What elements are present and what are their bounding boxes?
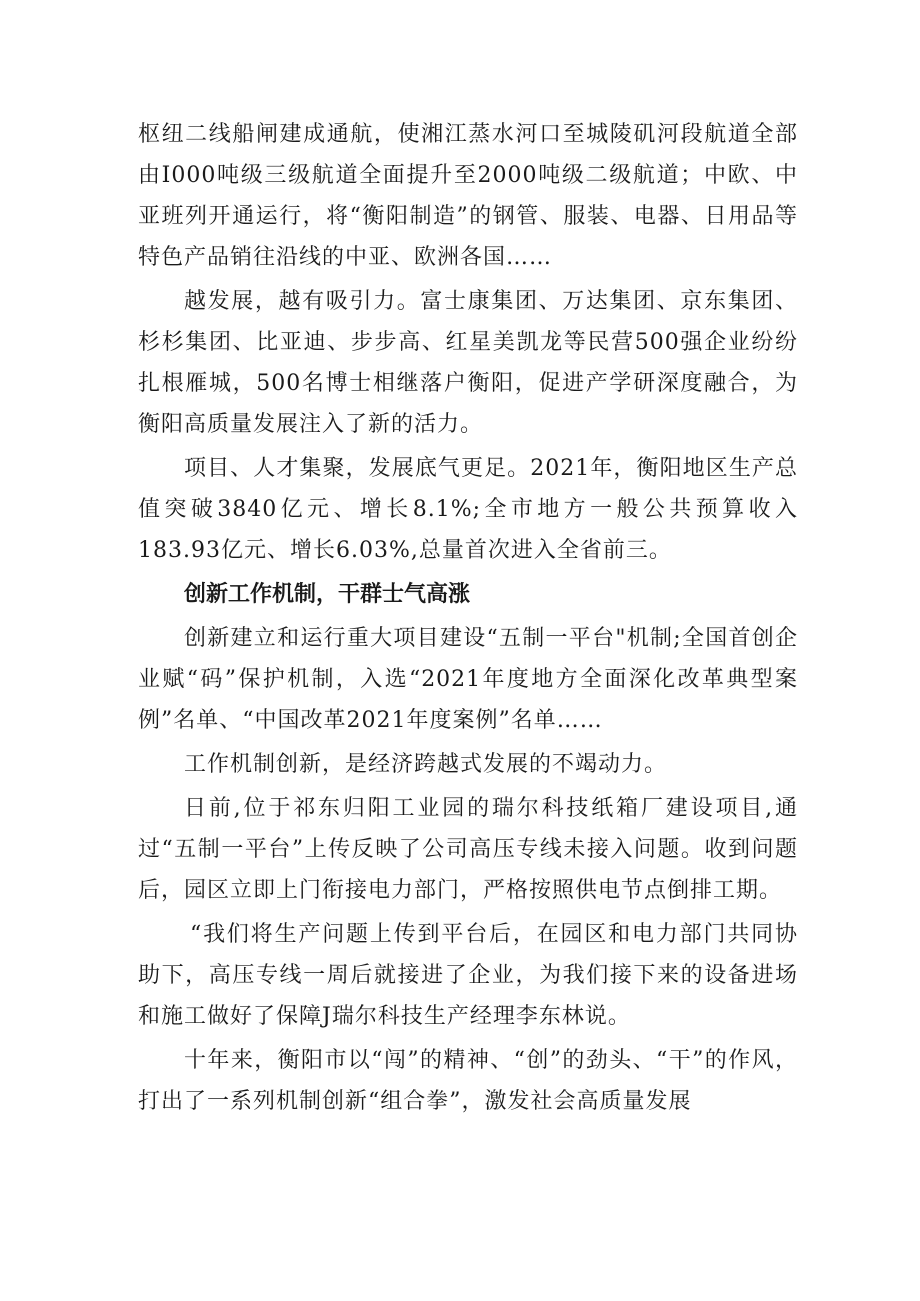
- paragraph-economy: 项目、人才集聚，发展底气更足。2021年，衡阳地区生产总值突破3840亿元、增长8.1%;全市地方一般公共预算收入183.93亿元、增长6.03%,总量首次进入全省前三。: [138, 456, 798, 563]
- paragraph-transport: 枢纽二线船闸建成通航，使湘江蒸水河口至城陵矶河段航道全部由I000吨级三级航道全面提升至2000吨级二级航道；中欧、中亚班列开通运行，将“衡阳制造”的钢管、服装、电器、日用品等特色产品销往沿线的中亚、欧洲各国……: [138, 122, 798, 270]
- paragraph-innovation-driver: 工作机制创新，是经济跨越式发展的不竭动力。: [184, 752, 668, 777]
- paragraph-attraction: 越发展，越有吸引力。富士康集团、万达集团、京东集团、杉杉集团、比亚迪、步步高、红星美凯龙等民营500强企业纷纷扎根雁城，500名博士相继落户衡阳，促进产学研深度融合，为衡阳高质量发展注入了新的活力。: [138, 289, 798, 437]
- paragraph-decade-summary: 十年来，衡阳市以“闯”的精神、“创”的劲头、“干”的作风，打出了一系列机制创新“组合拳”，激发社会高质量发展: [138, 1048, 798, 1114]
- article-body: [138, 114, 798, 1125]
- paragraph-project-example: 日前,位于祁东归阳工业园的瑞尔科技纸箱厂建设项目,通过“五制一平台”上传反映了公司高压专线未接入问题。收到问题后，园区立即上门衔接电力部门，严格按照供电节点倒排工期。: [138, 796, 798, 903]
- paragraph-quote: “我们将生产问题上传到平台后，在园区和电力部门共同协助下，高压专线一周后就接进了企业，为我们接下来的设备进场和施工做好了保障J瑞尔科技生产经理李东林说。: [138, 922, 798, 1029]
- paragraph-mechanism: 创新建立和运行重大项目建设“五制一平台"机制;全国首创企业赋“码”保护机制，入选“2021年度地方全面深化改革典型案例”名单、“中国改革2021年度案例”名单……: [138, 626, 798, 733]
- section-heading: 创新工作机制，干群士气高涨: [184, 582, 471, 607]
